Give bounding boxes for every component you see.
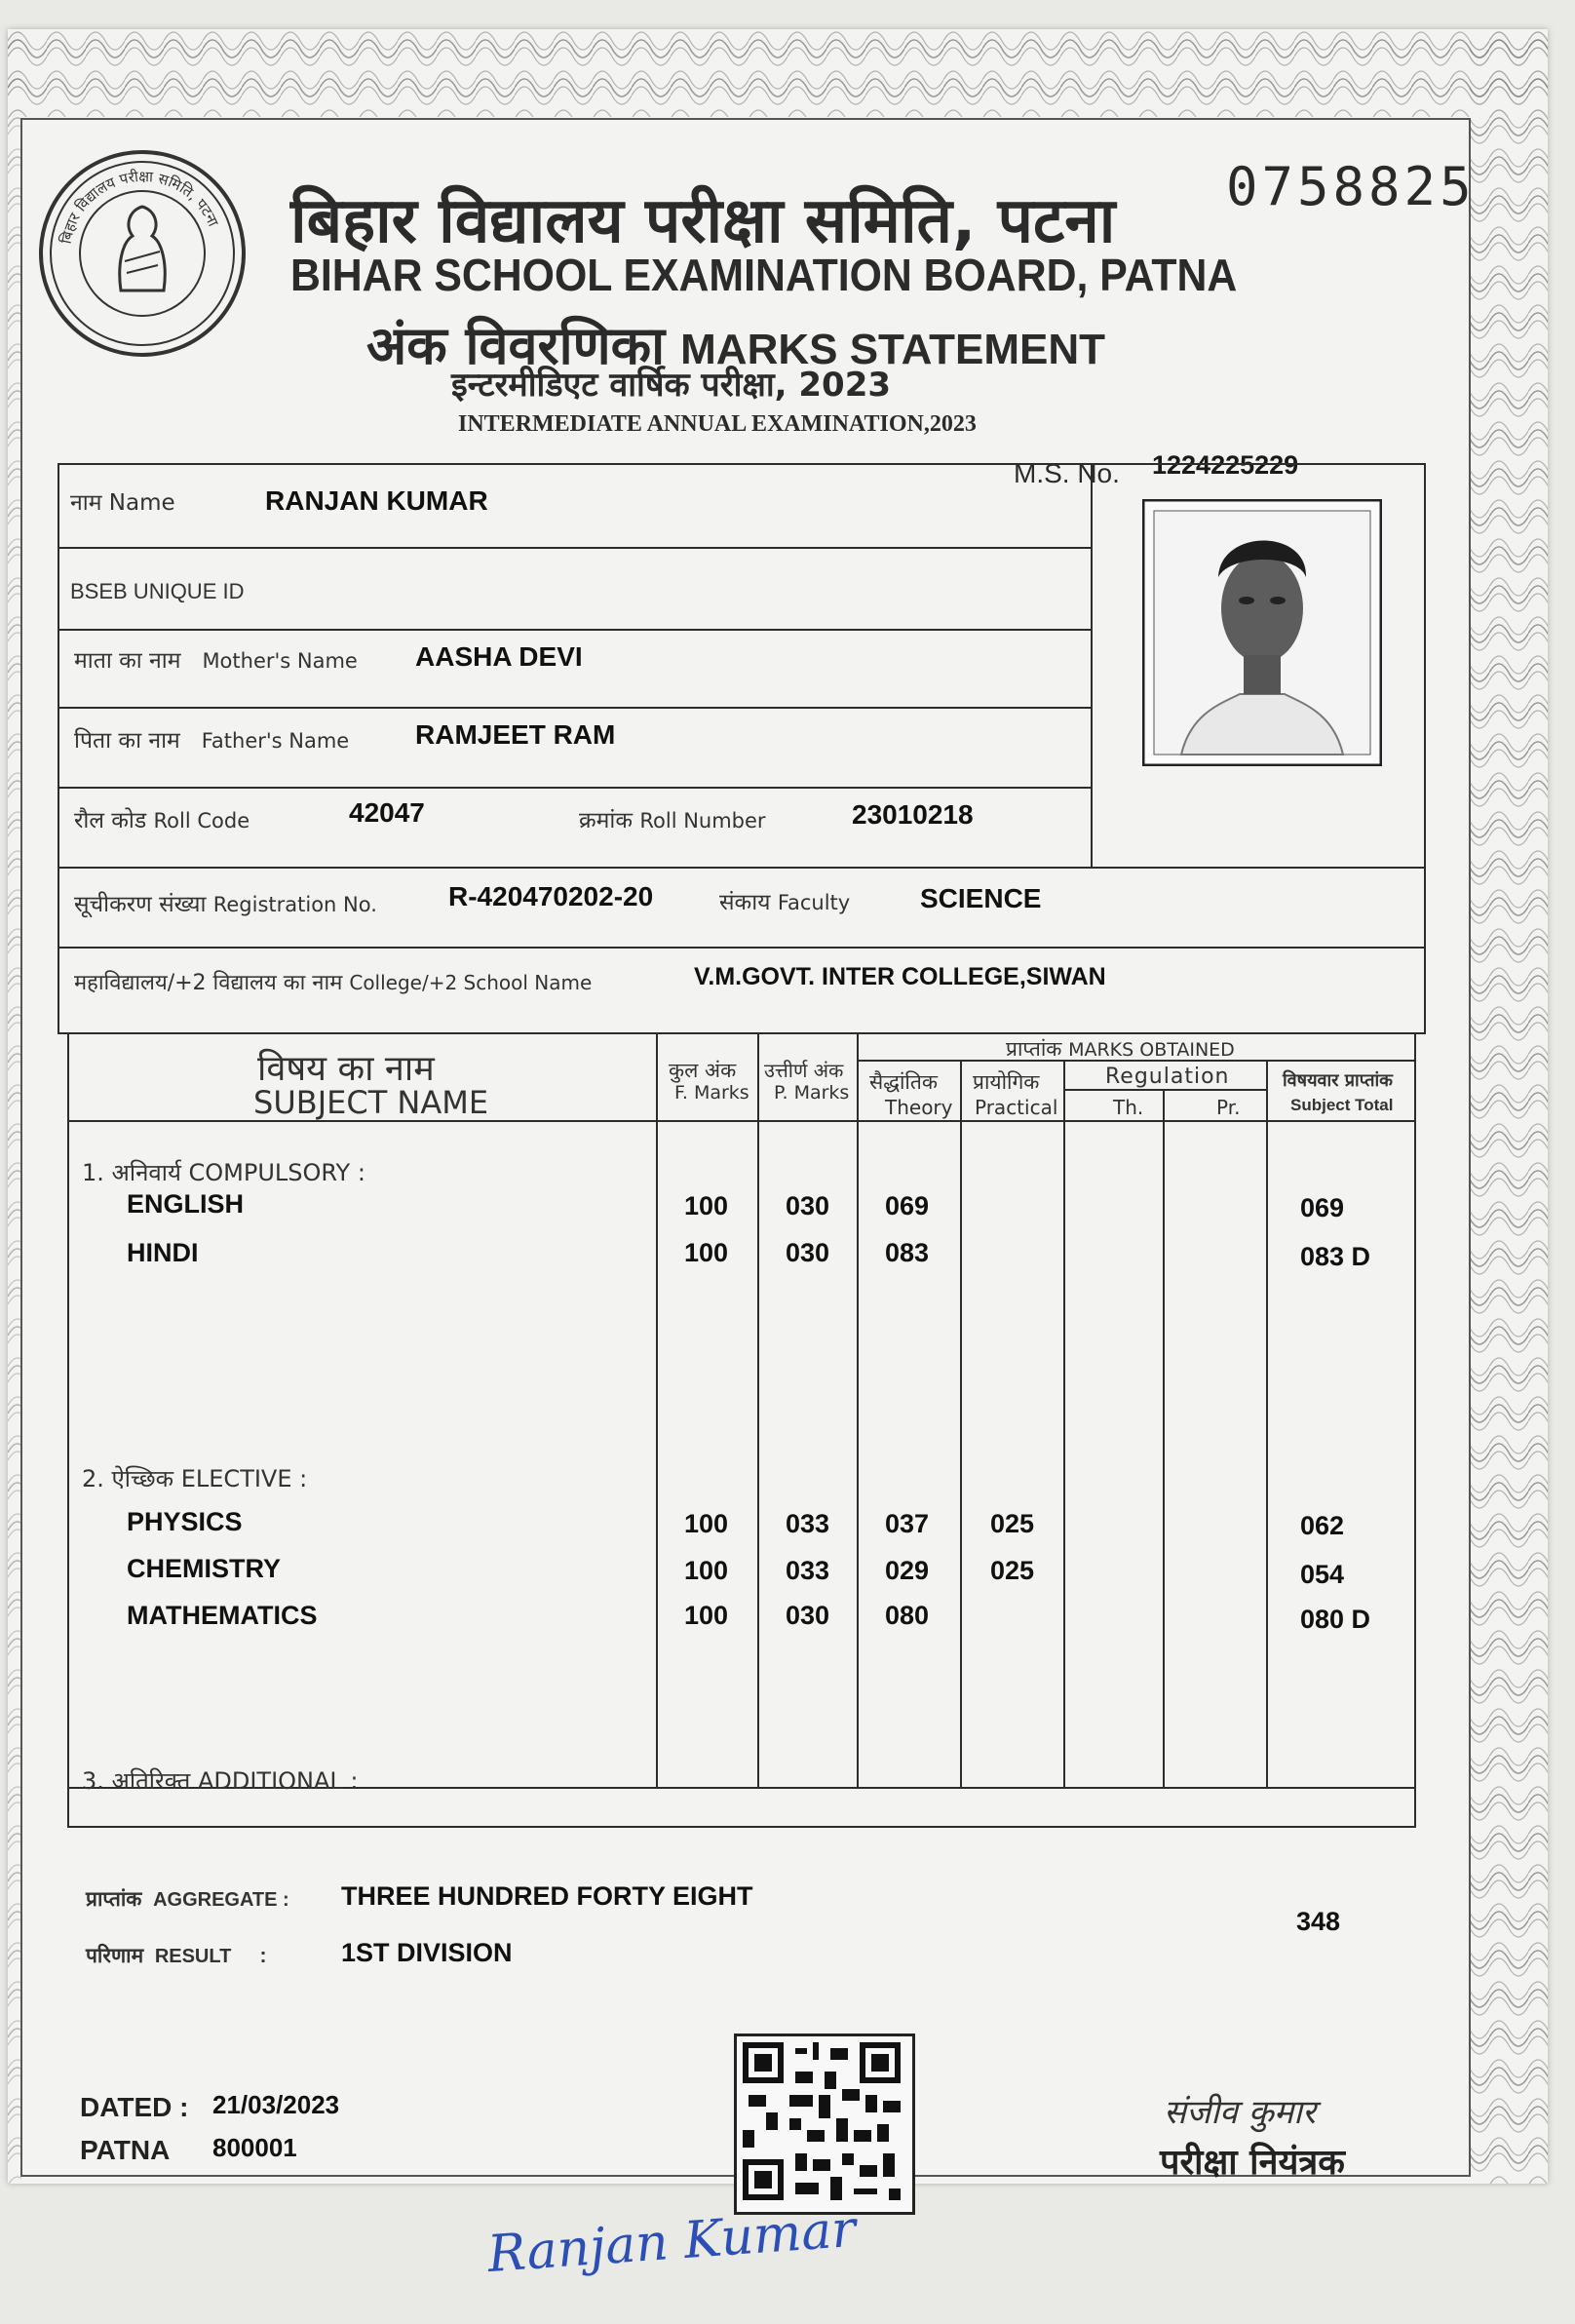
result-label: [86, 1942, 267, 1969]
full-marks: 100: [684, 1238, 729, 1267]
regulation-theory-header: Th.: [1113, 1096, 1144, 1119]
faculty-label-english: Faculty: [777, 891, 851, 914]
faculty-label: [719, 885, 850, 916]
full-marks: 100: [684, 1556, 729, 1585]
subject-name: PHYSICS: [127, 1507, 243, 1536]
student-name: RANJAN KUMAR: [265, 485, 488, 516]
section-additional: 3. अतिरिक्त ADDITIONAL :: [82, 1767, 359, 1795]
practical-marks: 025: [990, 1556, 1035, 1585]
faculty-label-hindi: संकाय: [719, 890, 771, 915]
subject-name: CHEMISTRY: [127, 1554, 282, 1583]
roll-code: 42047: [349, 797, 425, 828]
college-label: [74, 967, 592, 996]
controller-title: परीक्षा नियंत्रक: [1160, 2143, 1345, 2183]
serial-number: 0758825: [1226, 156, 1476, 217]
subject-name: MATHEMATICS: [127, 1601, 318, 1630]
statement-title-english: MARKS STATEMENT: [680, 326, 1106, 373]
unique-id-label: BSEB UNIQUE ID: [70, 579, 245, 603]
full-marks: 100: [684, 1509, 729, 1538]
full-marks: 100: [684, 1191, 729, 1220]
theory-header-hindi: सैद्धांतिक: [869, 1070, 938, 1094]
marks-obtained-hindi: प्राप्तांक: [1006, 1037, 1062, 1061]
dated-label: DATED :: [80, 2092, 189, 2122]
aggregate-label-english: AGGREGATE :: [153, 1889, 289, 1911]
father-name: RAMJEET RAM: [415, 719, 616, 750]
college-label-hindi: महाविद्यालय/+2 विद्यालय का नाम: [74, 971, 343, 995]
theory-marks: 083: [885, 1238, 930, 1267]
theory-marks: 029: [885, 1556, 930, 1585]
practical-header-english: Practical: [975, 1096, 1058, 1119]
result-separator: :: [259, 1945, 267, 1967]
college-label-english: College/+2 School Name: [349, 971, 593, 994]
subject-total-header-hindi: विषयवार प्राप्तांक: [1283, 1070, 1394, 1091]
mother-name-label: [74, 643, 358, 675]
subject-total-header-english: Subject Total: [1290, 1096, 1394, 1114]
subject-total: 083 D: [1300, 1242, 1371, 1271]
roll-code-label-english: Roll Code: [153, 809, 250, 833]
marks-obtained-english: MARKS OBTAINED: [1068, 1039, 1235, 1061]
father-name-label: [74, 723, 349, 755]
exam-name-english: INTERMEDIATE ANNUAL EXAMINATION,2023: [458, 411, 977, 437]
full-marks-header-hindi: कुल अंक: [669, 1059, 737, 1082]
theory-header-english: Theory: [885, 1096, 953, 1119]
name-label-english: Name: [108, 490, 175, 516]
exam-name-hindi: इन्टरमीडिएट वार्षिक परीक्षा, 2023: [451, 366, 892, 405]
place-pin: 800001: [212, 2133, 297, 2162]
registration-label: [74, 887, 377, 918]
roll-number-label-hindi: क्रमांक: [579, 808, 634, 833]
pass-marks: 030: [786, 1601, 830, 1630]
theory-marks: 080: [885, 1601, 930, 1630]
name-label-hindi: नाम: [70, 490, 102, 516]
student-signature: Ranjan Kumar: [485, 2199, 858, 2285]
ms-no-value: 1224225229: [1152, 450, 1299, 480]
regulation-practical-header: Pr.: [1216, 1096, 1241, 1119]
subject-header-english: SUBJECT NAME: [253, 1084, 489, 1121]
result-value: 1ST DIVISION: [341, 1938, 513, 1967]
roll-number-label: [579, 803, 766, 834]
student-photo: [1142, 499, 1382, 766]
table-grid: [8, 29, 1470, 2184]
registration-label-english: Registration No.: [212, 893, 377, 916]
result-label-hindi: परिणाम: [86, 1944, 144, 1967]
regulation-header: Regulation: [1105, 1065, 1230, 1089]
mother-label-english: Mother's Name: [202, 649, 358, 673]
marks-statement-sheet: [8, 29, 1548, 2184]
pass-marks-header-hindi: उत्तीर्ण अंक: [764, 1059, 844, 1082]
mother-label-hindi: माता का नाम: [74, 648, 181, 674]
subject-name: HINDI: [127, 1238, 199, 1267]
registration-label-hindi: सूचीकरण संख्या: [74, 892, 207, 917]
father-label-english: Father's Name: [201, 729, 350, 753]
college-name: V.M.GOVT. INTER COLLEGE,SIWAN: [694, 963, 1106, 990]
faculty: SCIENCE: [920, 883, 1042, 913]
pass-marks: 030: [786, 1238, 830, 1267]
statement-title-hindi: अंक विवरणिका: [366, 315, 666, 376]
aggregate-label-hindi: प्राप्तांक: [86, 1887, 142, 1911]
subject-header-hindi: विषय का नाम: [257, 1049, 435, 1089]
qr-pattern: [737, 2036, 906, 2206]
section-elective: 2. ऐच्छिक ELECTIVE :: [82, 1465, 308, 1492]
roll-number-label-english: Roll Number: [639, 809, 766, 833]
subject-total: 069: [1300, 1193, 1345, 1222]
place-label: PATNA: [80, 2135, 171, 2165]
roll-code-label: [74, 803, 250, 834]
subject-total: 062: [1300, 1511, 1345, 1540]
aggregate-label: [86, 1885, 289, 1913]
seal-text: बिहार विद्यालय परीक्षा समिति, पटना: [57, 167, 222, 246]
aggregate-words: THREE HUNDRED FORTY EIGHT: [341, 1881, 753, 1911]
roll-number: 23010218: [852, 799, 974, 830]
qr-code: [734, 2034, 915, 2215]
name-label: [70, 485, 175, 517]
full-marks: 100: [684, 1601, 729, 1630]
ms-no-label: M.S. No.: [1014, 458, 1120, 488]
roll-code-label-hindi: रौल कोड: [74, 808, 147, 833]
mother-name: AASHA DEVI: [415, 641, 583, 672]
aggregate-total: 348: [1296, 1907, 1341, 1936]
practical-header-hindi: प्रायोगिक: [973, 1070, 1040, 1094]
theory-marks: 037: [885, 1509, 930, 1538]
issue-date: 21/03/2023: [212, 2090, 340, 2119]
pass-marks-header-english: P. Marks: [774, 1082, 850, 1104]
pass-marks: 033: [786, 1509, 830, 1538]
pass-marks: 030: [786, 1191, 830, 1220]
theory-marks: 069: [885, 1191, 930, 1220]
result-label-english: RESULT: [154, 1946, 232, 1967]
subject-total: 054: [1300, 1560, 1345, 1589]
full-marks-header-english: F. Marks: [674, 1082, 749, 1104]
board-name-english: BIHAR SCHOOL EXAMINATION BOARD, PATNA: [290, 250, 1238, 300]
pass-marks: 033: [786, 1556, 830, 1585]
controller-signature: संजीव कुमार: [1164, 2093, 1316, 2132]
registration-number: R-420470202-20: [448, 881, 654, 911]
subject-total: 080 D: [1300, 1605, 1371, 1634]
father-label-hindi: पिता का नाम: [74, 728, 180, 754]
subject-name: ENGLISH: [127, 1189, 245, 1219]
section-compulsory: 1. अनिवार्य COMPULSORY :: [82, 1159, 365, 1186]
practical-marks: 025: [990, 1509, 1035, 1538]
board-name-hindi: बिहार विद्यालय परीक्षा समिति, पटना: [290, 185, 1116, 257]
marks-obtained-header: [1006, 1035, 1235, 1063]
